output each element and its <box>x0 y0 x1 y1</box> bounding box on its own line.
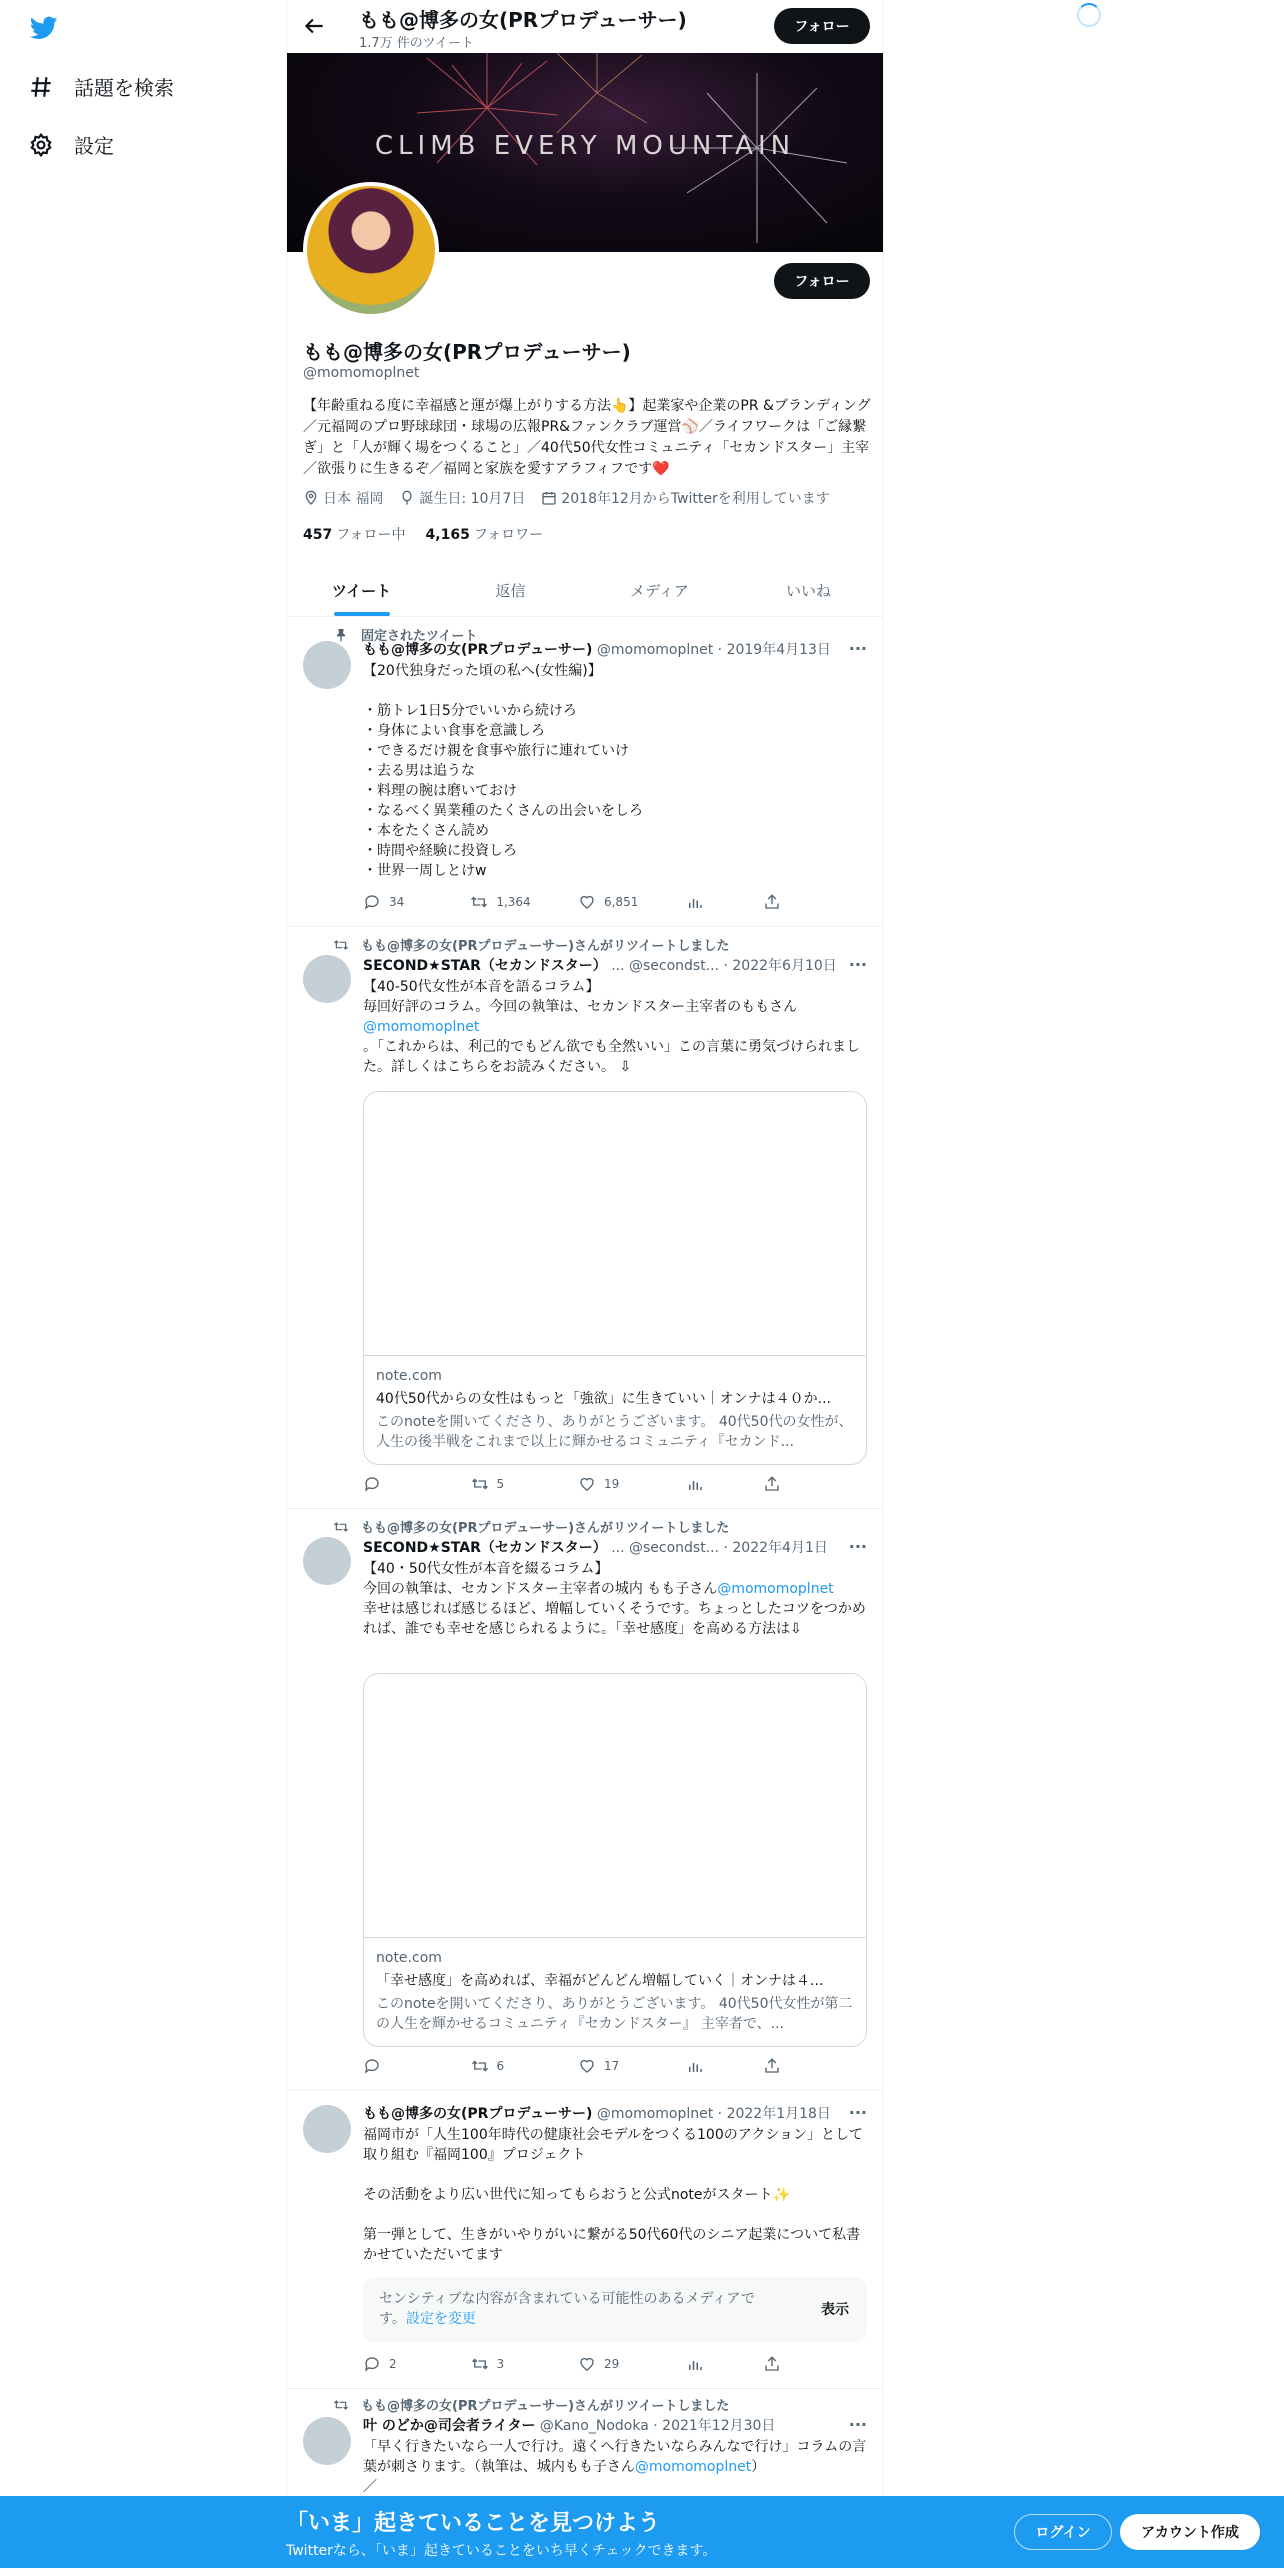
avatar[interactable] <box>303 641 351 689</box>
reply-icon <box>363 2355 381 2373</box>
profile-meta <box>303 488 830 508</box>
card-domain: note.com <box>376 1950 442 1966</box>
reply-count: 2 <box>389 2357 397 2371</box>
heart-icon <box>578 1475 596 1493</box>
hashtag-icon <box>28 74 54 100</box>
avatar[interactable] <box>303 2417 351 2465</box>
retweet-button[interactable] <box>471 1475 531 1493</box>
pin-icon <box>333 627 349 643</box>
retweet-icon <box>471 2057 489 2075</box>
author-meta[interactable]: ... @secondst... · 2022年6月10日 <box>611 958 837 974</box>
tweet-header <box>363 2103 831 2123</box>
tweet[interactable] <box>287 2091 883 2389</box>
show-media-button[interactable]: 表示 <box>821 2302 849 2318</box>
tweet-actions <box>363 1475 793 1493</box>
card-title: 「幸せ感度」を高めれば、幸福がどんどん増幅していく｜オンナは４... <box>376 1973 824 1989</box>
more-options-icon[interactable]: ··· <box>848 2415 867 2434</box>
prompt-subtitle: Twitterなら、「いま」起きていることをいち早くチェックできます。 <box>286 2543 717 2559</box>
sensitive-message: センシティブな内容が含まれている可能性のあるメディアです。 <box>379 2291 755 2327</box>
more-options-icon[interactable]: ··· <box>848 1537 867 1556</box>
like-button[interactable] <box>578 2057 638 2075</box>
sidebar-item-settings[interactable] <box>28 130 114 159</box>
link-card[interactable] <box>363 1091 867 1465</box>
analytics-icon <box>686 893 704 911</box>
profile-handle: @momomoplnet <box>303 365 420 381</box>
calendar-icon <box>541 490 557 506</box>
share-icon <box>763 2057 781 2075</box>
avatar[interactable] <box>303 2105 351 2153</box>
header-tweet-count: 1.7万 件のツイート <box>359 36 474 51</box>
gear-icon <box>28 132 54 158</box>
avatar[interactable] <box>303 955 351 1003</box>
tweet-text: 【20代独身だった頃の私へ(女性編)】 ・筋トレ1日5分でいいから続けろ ・身体によい食事を意識しろ ・できるだけ親を食事や旅行に連れていけ ・去る男は追うな ・料理の腕は磨いておけ ・なるべく異業種のたくさんの出会いをしろ ・本をたくさん読め ・時間や経験に投資しろ ・世界一周しとけw <box>363 663 643 879</box>
birthday-text: 誕生日: 10月7日 <box>419 491 526 507</box>
signup-button[interactable]: アカウント作成 <box>1120 2514 1260 2550</box>
author-name[interactable]: もも@博多の女(PRプロデューサー) <box>363 2106 593 2122</box>
author-name[interactable]: SECOND★STAR（セカンドスター） <box>363 958 607 974</box>
card-domain: note.com <box>376 1368 442 1384</box>
twitter-logo-icon[interactable] <box>28 14 60 42</box>
avatar[interactable] <box>303 1537 351 1585</box>
followers-count: 4,165 <box>425 527 470 543</box>
author-name[interactable]: 叶 のどか@司会者ライター <box>363 2418 536 2434</box>
retweet-icon <box>470 893 488 911</box>
tweet-text <box>363 1559 873 1639</box>
location-text: 日本 福岡 <box>323 491 384 507</box>
analytics-button[interactable] <box>686 1475 716 1493</box>
header-profile-name: もも@博多の女(PRプロデューサー) <box>359 8 687 32</box>
tweet-text-b: 。「これからは、利己的でもどん欲でも全然いい」この言葉に勇気づけられました。詳しくはこちらをお読みください。 ⇩ <box>363 1039 860 1075</box>
heart-icon <box>578 2355 596 2373</box>
location-pin-icon <box>303 490 319 506</box>
like-button[interactable] <box>578 2355 638 2373</box>
change-settings-link[interactable]: 設定を変更 <box>405 2311 476 2327</box>
analytics-button[interactable] <box>686 2355 716 2373</box>
more-options-icon[interactable]: ··· <box>848 639 867 658</box>
followers-link[interactable] <box>426 524 544 544</box>
author-meta[interactable]: @momomoplnet · 2019年4月13日 <box>596 642 831 658</box>
retweet-icon <box>333 1519 349 1535</box>
tweet-retweet[interactable] <box>287 1509 883 2091</box>
tweet-text-b: ） ／ <box>363 2459 766 2495</box>
link-card[interactable] <box>363 1673 867 2047</box>
tweet-header <box>363 2415 775 2435</box>
header-follow-button[interactable]: フォロー <box>774 8 870 44</box>
tweet-header <box>363 955 837 975</box>
prompt-title: 「いま」起きていることを見つけよう <box>286 2511 661 2536</box>
author-name[interactable]: SECOND★STAR（セカンドスター） <box>363 1540 607 1556</box>
share-icon <box>763 893 781 911</box>
sensitive-media-warning <box>363 2277 867 2343</box>
sidebar-item-label: 設定 <box>74 134 114 158</box>
retweet-context <box>333 2395 729 2414</box>
profile-bio: 【年齢重ねる度に幸福感と運が爆上がりする方法👆】起業家や企業のPR &ブランディング／元福岡のプロ野球球団・球場の広報PR&ファンクラブ運営⚾️／ライフワークは「ご縁繋ぎ」と「人が輝く場をつくること」／40代50代女性コミュニティ「セカンドスター」主宰／欲張りに生きるぞ／福岡と家族を愛すアラフィフです❤️ <box>303 398 871 477</box>
joined-text: 2018年12月からTwitterを利用しています <box>561 491 830 507</box>
mention-link[interactable]: @momomoplnet <box>717 1581 834 1597</box>
followers-label: フォロワー <box>473 527 544 543</box>
sensitive-text <box>379 2289 779 2329</box>
tab-media[interactable]: メディア <box>630 581 689 600</box>
profile-birthday <box>399 488 525 508</box>
profile-name: もも@博多の女(PRプロデューサー) <box>303 340 631 364</box>
profile-follow-button[interactable]: フォロー <box>774 263 870 299</box>
following-label: フォロー中 <box>336 527 406 543</box>
retweet-icon <box>471 2355 489 2373</box>
tweet-text <box>363 977 873 1077</box>
retweet-context <box>333 935 729 954</box>
profile-location <box>303 488 383 508</box>
context-text: もも@博多の女(PRプロデューサー)さんがリツイートしました <box>361 2399 730 2414</box>
retweet-button[interactable] <box>471 2057 531 2075</box>
heart-icon <box>578 2057 596 2075</box>
author-meta[interactable]: @momomoplnet · 2022年1月18日 <box>596 2106 831 2122</box>
profile-avatar[interactable] <box>303 182 439 318</box>
author-name[interactable]: もも@博多の女(PRプロデューサー) <box>363 642 593 658</box>
tweet-actions <box>363 893 793 911</box>
tweet-text-a: 【40・50代女性が本音を綴るコラム】 今回の執筆は、セカンドスター主宰者の城内 もも子さん <box>363 1561 718 1597</box>
profile-tabs <box>287 564 883 617</box>
reply-button[interactable] <box>363 2057 423 2075</box>
back-arrow-icon[interactable] <box>301 13 327 39</box>
tweet-actions <box>363 2355 793 2373</box>
tab-likes[interactable]: いいね <box>785 581 831 600</box>
signup-prompt-bar <box>0 2496 1284 2568</box>
reply-icon <box>363 1475 381 1493</box>
card-description: このnoteを開いてくださり、ありがとうございます。 40代50代女性が第二の人生を輝かせるコミュニティ『セカンドスター』 主宰者で、... <box>376 1996 853 2032</box>
share-button[interactable] <box>763 893 793 911</box>
reply-count: 34 <box>389 895 405 909</box>
retweet-icon <box>471 1475 489 1493</box>
tweet-retweet[interactable] <box>287 927 883 1509</box>
tweet-actions <box>363 2057 793 2075</box>
sidebar-item-label: 話題を検索 <box>74 76 174 100</box>
login-button[interactable]: ログイン <box>1014 2514 1112 2550</box>
like-count: 29 <box>604 2357 620 2371</box>
retweet-icon <box>333 2397 349 2413</box>
tweet-text-b: 幸せは感じれば感じるほど、増幅していくそうです。ちょっとしたコツをつかめれば、誰でも幸せを感じられるように。「幸せ感度」を高める方法は⇩ <box>363 1601 866 1637</box>
analytics-icon <box>686 2355 704 2373</box>
retweet-context <box>333 1517 729 1536</box>
retweet-count: 3 <box>496 2357 505 2371</box>
balloon-icon <box>399 490 415 506</box>
author-meta[interactable]: @Kano_Nodoka · 2021年12月30日 <box>539 2418 776 2434</box>
tweet-text <box>363 2437 873 2497</box>
analytics-icon <box>686 1475 704 1493</box>
share-icon <box>763 2355 781 2373</box>
retweet-count: 6 <box>496 2059 505 2073</box>
tweet-header <box>363 639 831 659</box>
tweet-pinned[interactable] <box>287 617 883 927</box>
context-text: 固定されたツイート <box>361 629 478 644</box>
tweet-text: 福岡市が「人生100年時代の健康社会モデルをつくる100のアクション」として取り組む『福岡100』プロジェクト その活動をより広い世代に知ってもらおうと公式noteがスタート✨ 第一弾として、生きがいやりがいに繋がる50代60代のシニア起業について私書かせていただいてます <box>363 2127 864 2263</box>
card-description: このnoteを開いてくださり、ありがとうございます。 40代50代の女性が、人生の後半戦をこれまで以上に輝かせるコミュニティ『セカンド... <box>376 1414 853 1450</box>
share-icon <box>763 1475 781 1493</box>
tab-replies[interactable]: 返信 <box>495 581 526 600</box>
reply-icon <box>363 2057 381 2075</box>
mention-link[interactable]: @momomoplnet <box>634 2459 752 2475</box>
like-count: 6,851 <box>603 895 639 909</box>
card-image <box>364 1092 866 1356</box>
tweet-header <box>363 1537 828 1557</box>
like-count: 17 <box>604 2059 620 2073</box>
loading-spinner-icon <box>1077 3 1101 27</box>
context-text: もも@博多の女(PRプロデューサー)さんがリツイートしました <box>361 939 730 954</box>
banner-text: CLIMB EVERY MOUNTAIN <box>374 131 796 161</box>
following-count: 457 <box>303 527 333 543</box>
reply-icon <box>363 893 381 911</box>
profile-joined <box>541 488 829 508</box>
mention-link[interactable]: @momomoplnet <box>363 1019 480 1035</box>
card-image <box>364 1674 866 1938</box>
like-button[interactable] <box>578 893 638 911</box>
like-count: 19 <box>604 1477 620 1491</box>
like-button[interactable] <box>578 1475 638 1493</box>
author-meta[interactable]: ... @secondst... · 2022年4月1日 <box>611 1540 828 1556</box>
analytics-button[interactable] <box>686 893 716 911</box>
retweet-button[interactable] <box>470 893 530 911</box>
following-link[interactable] <box>303 524 406 544</box>
profile-stats <box>303 524 543 544</box>
tab-tweets[interactable]: ツイート <box>287 564 436 616</box>
tweet-text-a: 「早く行きたいなら一人で行け。遠くへ行きたいならみんなで行け」コラムの言葉が刺さります。（執筆は、城内もも子さん <box>363 2439 867 2475</box>
reply-button[interactable] <box>363 1475 423 1493</box>
analytics-icon <box>686 2057 704 2075</box>
profile-column <box>286 0 884 2568</box>
heart-icon <box>578 893 596 911</box>
more-options-icon[interactable]: ··· <box>848 955 867 974</box>
share-button[interactable] <box>763 2355 793 2373</box>
share-button[interactable] <box>763 2057 793 2075</box>
retweet-count: 5 <box>496 1477 505 1491</box>
more-options-icon[interactable]: ··· <box>848 2103 867 2122</box>
profile-header-bar <box>287 0 883 53</box>
tweet-text-a: 【40-50代女性が本音を語るコラム】 毎回好評のコラム。今回の執筆は、セカンドスター主宰者のももさん <box>363 979 798 1015</box>
reply-button[interactable] <box>363 893 423 911</box>
share-button[interactable] <box>763 1475 793 1493</box>
retweet-count: 1,364 <box>496 895 531 909</box>
card-title: 40代50代からの女性はもっと「強欲」に生きていい｜オンナは４０か... <box>376 1391 831 1407</box>
retweet-icon <box>333 937 349 953</box>
sidebar-item-explore[interactable] <box>28 72 174 101</box>
tweet-retweet[interactable] <box>287 2389 883 2496</box>
reply-button[interactable] <box>363 2355 423 2373</box>
retweet-button[interactable] <box>471 2355 531 2373</box>
context-text: もも@博多の女(PRプロデューサー)さんがリツイートしました <box>361 1521 730 1536</box>
analytics-button[interactable] <box>686 2057 716 2075</box>
